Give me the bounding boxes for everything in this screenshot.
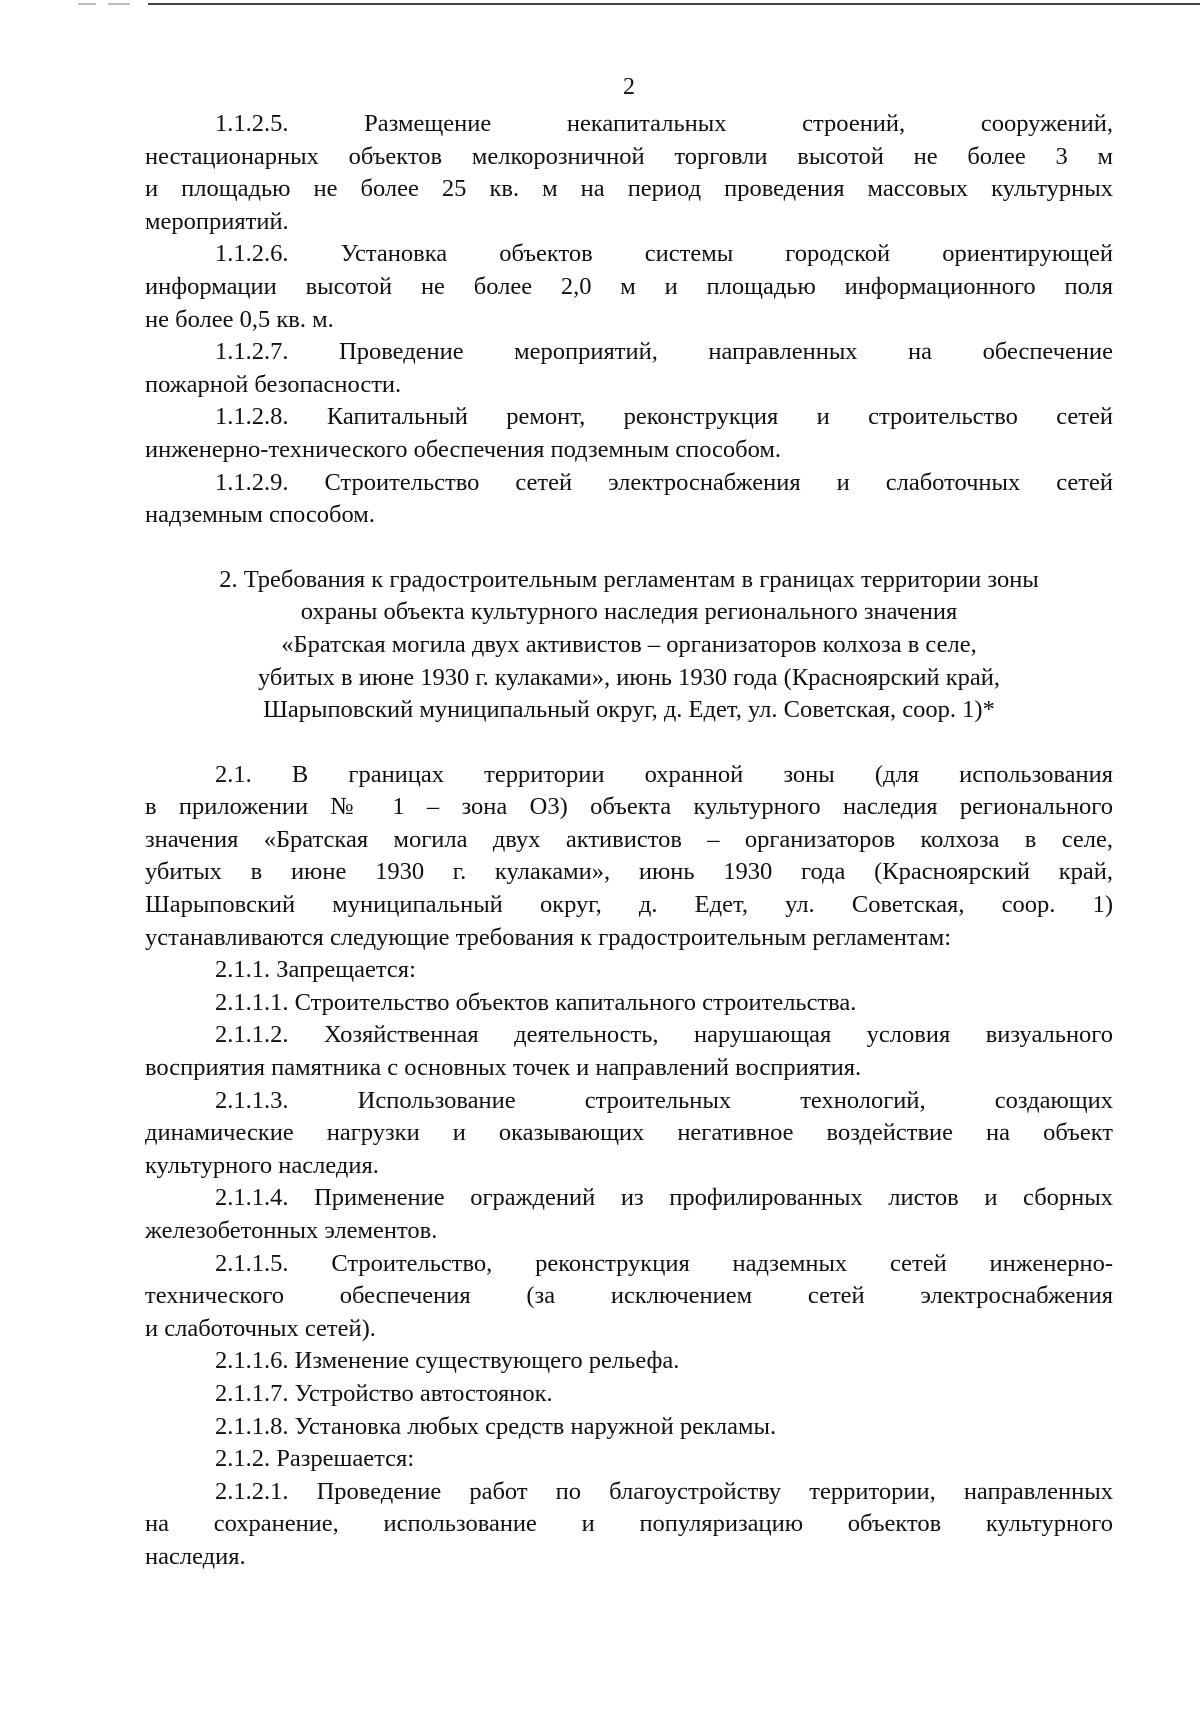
paragraph-line: в приложении № 1 – зона О3) объекта культурного наследия регионального: [145, 793, 1113, 821]
page-number: 2: [623, 74, 635, 100]
paragraph-line: 2.1.2.1. Проведение работ по благоустройству территории, направленных: [215, 1477, 1113, 1505]
paragraph-line: 1.1.2.7. Проведение мероприятий, направленных на обеспечение: [215, 338, 1113, 366]
paragraph-line: нестационарных объектов мелкорозничной торговли высотой не более 3 м: [145, 142, 1113, 170]
document-body: [145, 108, 1113, 1574]
paragraph-item-1-1-2-9: [145, 467, 1113, 532]
paragraph-item-1-1-2-7: [145, 336, 1113, 401]
paragraph-line: технического обеспечения (за исключением сетей электроснабжения: [145, 1282, 1113, 1310]
paragraph-line: Шарыповский муниципальный округ, д. Едет, ул. Советская, соор. 1): [145, 891, 1113, 919]
paragraph-line: устанавливаются следующие требования к градостроительным регламентам:: [145, 923, 952, 951]
paragraph-line: пожарной безопасности.: [145, 370, 402, 398]
scan-top-edge: [148, 3, 1200, 5]
paragraph-line: культурного наследия.: [145, 1151, 379, 1179]
paragraph-item-2-1-2: [145, 1443, 1113, 1476]
paragraph-line: информации высотой не более 2,0 м и площадью информационного поля: [145, 272, 1113, 300]
section-2-heading: [145, 564, 1113, 727]
paragraph-item-2-1-1: [145, 954, 1113, 987]
paragraph-line: не более 0,5 кв. м.: [145, 305, 334, 333]
paragraph-line: 2.1.1.2. Хозяйственная деятельность, нарушающая условия визуального: [215, 1021, 1113, 1049]
paragraph-item-2-1-1-8: [145, 1411, 1113, 1444]
paragraph-item-2-1-1-5: [145, 1248, 1113, 1346]
paragraph-line: 2.1.1.6. Изменение существующего рельефа.: [215, 1347, 680, 1375]
paragraph-line: динамические нагрузки и оказывающих негативное воздействие на объект: [145, 1119, 1113, 1147]
paragraph-line: 2.1.1. Запрещается:: [215, 956, 416, 984]
scan-edge-mark: [108, 3, 130, 5]
paragraph-item-2-1-1-4: [145, 1182, 1113, 1247]
heading-line: Шарыповский муниципальный округ, д. Едет, ул. Советская, соор. 1)*: [263, 696, 995, 724]
heading-line: «Братская могила двух активистов – организаторов колхоза в селе,: [281, 630, 977, 658]
paragraph-line: инженерно-технического обеспечения подземным способом.: [145, 435, 782, 463]
paragraph-line: надземным способом.: [145, 501, 375, 529]
paragraph-line: и слаботочных сетей).: [145, 1314, 376, 1342]
paragraph-line: 1.1.2.9. Строительство сетей электроснабжения и слаботочных сетей: [215, 468, 1113, 496]
heading-line: убитых в июне 1930 г. кулаками», июнь 1930 года (Красноярский край,: [258, 663, 1000, 691]
paragraph-line: 2.1.1.3. Использование строительных технологий, создающих: [215, 1086, 1113, 1114]
heading-line: охраны объекта культурного наследия регионального значения: [300, 598, 958, 626]
paragraph-item-1-1-2-6: [145, 238, 1113, 336]
paragraph-line: мероприятий.: [145, 207, 289, 235]
paragraph-line: 1.1.2.5. Размещение некапитальных строений, сооружений,: [215, 110, 1113, 137]
paragraph-line: 1.1.2.6. Установка объектов системы городской ориентирующей: [215, 240, 1113, 268]
paragraph-line: 2.1.1.4. Применение ограждений из профилированных листов и сборных: [215, 1184, 1113, 1212]
paragraph-line: убитых в июне 1930 г. кулаками», июнь 1930 года (Красноярский край,: [145, 858, 1113, 886]
paragraph-line: 2.1.2. Разрешается:: [215, 1445, 415, 1473]
paragraph-line: 1.1.2.8. Капитальный ремонт, реконструкция и строительство сетей: [215, 403, 1113, 431]
paragraph-item-2-1-1-1: [145, 987, 1113, 1020]
paragraph-line: значения «Братская могила двух активистов – организаторов колхоза в селе,: [145, 825, 1113, 853]
paragraph-line: 2.1.1.5. Строительство, реконструкция надземных сетей инженерно-: [215, 1249, 1113, 1277]
paragraph-line: на сохранение, использование и популяризацию объектов культурного: [145, 1510, 1113, 1538]
paragraph-item-2-1-1-6: [145, 1345, 1113, 1378]
paragraph-line: восприятия памятника с основных точек и направлений восприятия.: [145, 1054, 862, 1082]
section-2-items: [145, 759, 1113, 1574]
paragraph-item-1-1-2-5: [145, 108, 1113, 238]
paragraph-item-2-1: [145, 759, 1113, 955]
paragraph-item-2-1-1-2: [145, 1019, 1113, 1084]
paragraph-line: 2.1. В границах территории охранной зоны (для использования: [215, 760, 1113, 788]
section-1-continuation: [145, 108, 1113, 532]
paragraph-item-2-1-1-3: [145, 1085, 1113, 1183]
paragraph-line: и площадью не более 25 кв. м на период проведения массовых культурных: [145, 175, 1113, 203]
scan-edge-mark: [78, 3, 96, 5]
paragraph-line: железобетонных элементов.: [145, 1217, 438, 1244]
paragraph-item-2-1-1-7: [145, 1378, 1113, 1411]
paragraph-item-1-1-2-8: [145, 401, 1113, 466]
paragraph-line: 2.1.1.8. Установка любых средств наружной рекламы.: [215, 1412, 777, 1440]
paragraph-line: наследия.: [145, 1542, 246, 1570]
paragraph-line: 2.1.1.7. Устройство автостоянок.: [215, 1379, 553, 1407]
heading-line: 2. Требования к градостроительным регламентам в границах территории зоны: [219, 565, 1039, 593]
paragraph-line: 2.1.1.1. Строительство объектов капитального строительства.: [215, 988, 857, 1016]
paragraph-item-2-1-2-1: [145, 1476, 1113, 1574]
